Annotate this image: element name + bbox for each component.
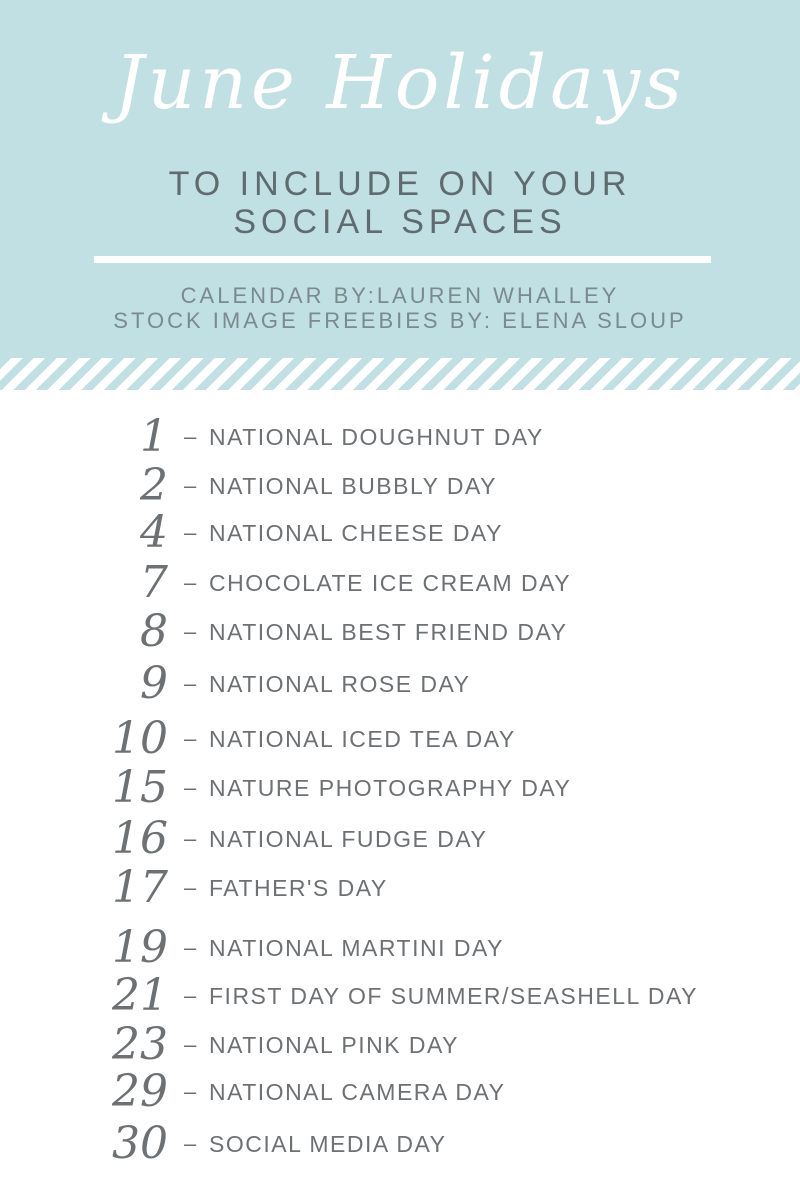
day-number: 10 xyxy=(112,713,168,764)
holiday-name: SOCIAL MEDIA DAY xyxy=(209,1131,447,1157)
day-number: 21 xyxy=(112,970,168,1021)
dash: – xyxy=(184,775,197,800)
dash: – xyxy=(184,424,197,449)
day-number: 9 xyxy=(140,658,168,709)
list-item xyxy=(0,923,800,973)
day-number: 16 xyxy=(112,813,168,864)
list-item xyxy=(0,863,800,913)
list-item xyxy=(0,659,800,709)
holiday-name: FATHER'S DAY xyxy=(209,875,388,901)
day-number: 23 xyxy=(112,1019,168,1070)
day-number: 19 xyxy=(112,922,168,973)
holiday-name: CHOCOLATE ICE CREAM DAY xyxy=(209,570,572,596)
credit-stock-images: STOCK IMAGE FREEBIES BY: ELENA SLOUP xyxy=(113,308,687,333)
dash: – xyxy=(184,619,197,644)
day-number: 30 xyxy=(112,1118,168,1169)
holiday-name: NATIONAL ICED TEA DAY xyxy=(209,726,516,752)
list-item xyxy=(0,971,800,1021)
holiday-name: NATIONAL CAMERA DAY xyxy=(209,1079,506,1105)
holiday-name: NATIONAL FUDGE DAY xyxy=(209,826,488,852)
subtitle-line-1: TO INCLUDE ON YOUR xyxy=(168,165,632,203)
dash: – xyxy=(184,875,197,900)
day-number: 4 xyxy=(140,507,168,558)
credit-calendar: CALENDAR BY:LAUREN WHALLEY xyxy=(180,283,620,308)
day-number: 2 xyxy=(140,460,168,511)
day-number: 1 xyxy=(140,411,168,462)
dash: – xyxy=(184,671,197,696)
dash: – xyxy=(184,1079,197,1104)
dash: – xyxy=(184,726,197,751)
holiday-name: NATIONAL ROSE DAY xyxy=(209,671,471,697)
day-number: 15 xyxy=(112,762,168,813)
holiday-name: NATIONAL PINK DAY xyxy=(209,1032,460,1058)
holiday-name: FIRST DAY OF SUMMER/SEASHELL DAY xyxy=(209,983,698,1009)
striped-border xyxy=(0,358,800,390)
list-item xyxy=(0,508,800,558)
list-item xyxy=(0,1020,800,1070)
subtitle-line-2: SOCIAL SPACES xyxy=(233,203,567,241)
header-banner xyxy=(0,0,800,358)
day-number: 7 xyxy=(140,557,168,608)
divider-rule xyxy=(94,256,711,263)
holiday-name: NATIONAL MARTINI DAY xyxy=(209,935,504,961)
list-item xyxy=(0,763,800,813)
list-item xyxy=(0,814,800,864)
dash: – xyxy=(184,1032,197,1057)
dash: – xyxy=(184,570,197,595)
holiday-name: NATIONAL BEST FRIEND DAY xyxy=(209,619,568,645)
day-number: 17 xyxy=(112,862,168,913)
dash: – xyxy=(184,983,197,1008)
day-number: 8 xyxy=(140,606,168,657)
dash: – xyxy=(184,473,197,498)
holiday-name: NATIONAL BUBBLY DAY xyxy=(209,473,497,499)
holiday-name: NATURE PHOTOGRAPHY DAY xyxy=(209,775,572,801)
dash: – xyxy=(184,826,197,851)
list-item xyxy=(0,1067,800,1117)
holiday-name: NATIONAL DOUGHNUT DAY xyxy=(209,424,544,450)
list-item xyxy=(0,1119,800,1169)
day-number: 29 xyxy=(112,1066,168,1117)
list-item xyxy=(0,607,800,657)
script-title: June Holidays xyxy=(114,40,686,126)
holiday-name: NATIONAL CHEESE DAY xyxy=(209,520,503,546)
list-item xyxy=(0,461,800,511)
list-item xyxy=(0,714,800,764)
dash: – xyxy=(184,1131,197,1156)
dash: – xyxy=(184,935,197,960)
dash: – xyxy=(184,520,197,545)
list-item xyxy=(0,412,800,462)
list-item xyxy=(0,558,800,608)
